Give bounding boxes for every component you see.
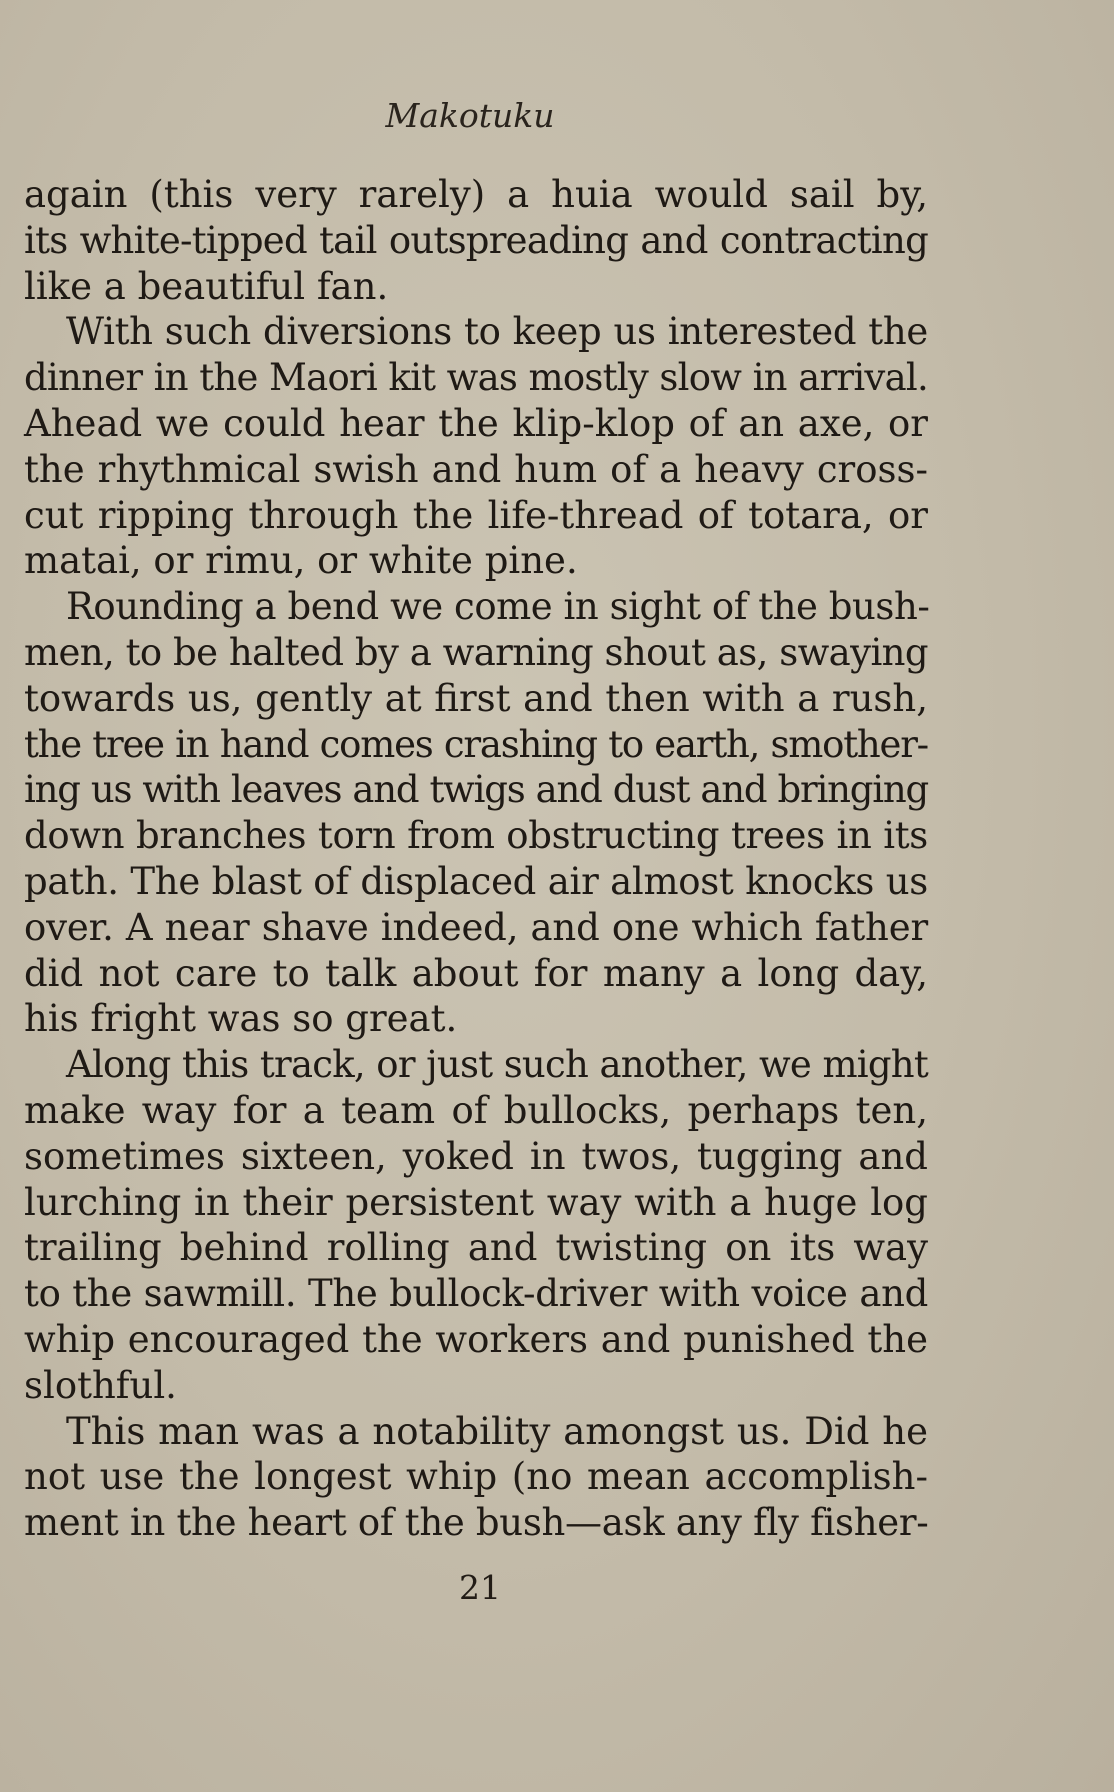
- text-line: like a beautiful fan.: [24, 264, 389, 308]
- text-line: dinner in the Maori kit was mostly slow in arrival.: [24, 356, 928, 400]
- text-line: path. The blast of displaced air almost knocks us: [24, 859, 928, 903]
- text-line: towards us, gently at first and then with a rush,: [24, 676, 928, 720]
- text-line: down branches torn from obstructing trees in its: [24, 814, 928, 858]
- page-number: 21: [459, 1568, 501, 1607]
- text-line: over. A near shave indeed, and one which father: [24, 905, 928, 949]
- text-line: sometimes sixteen, yoked in twos, tugging and: [24, 1134, 928, 1178]
- text-line: make way for a team of bullocks, perhaps ten,: [24, 1088, 928, 1132]
- text-line: his fright was so great.: [24, 997, 458, 1041]
- text-line: Rounding a bend we come in sight of the bush-: [66, 585, 930, 629]
- text-line: not use the longest whip (no mean accomplish-: [24, 1455, 928, 1499]
- text-line: This man was a notability amongst us. Did he: [66, 1409, 928, 1453]
- text-line: its white-tipped tail outspreading and contracting: [24, 218, 928, 262]
- text-line: matai, or rimu, or white pine.: [24, 539, 578, 583]
- text-line: ing us with leaves and twigs and dust and bringing: [24, 768, 928, 812]
- text-line: the tree in hand comes crashing to earth, smother-: [24, 722, 928, 766]
- text-line: the rhythmical swish and hum of a heavy cross-: [24, 447, 928, 491]
- running-head: Makotuku: [385, 96, 555, 135]
- text-line: did not care to talk about for many a long day,: [24, 951, 928, 995]
- text-line: ment in the heart of the bush—ask any fly fisher-: [24, 1501, 929, 1545]
- body-text: [24, 172, 928, 1546]
- text-line: lurching in their persistent way with a huge log: [24, 1180, 928, 1224]
- text-line: cut ripping through the life-thread of totara, or: [24, 493, 928, 537]
- text-line: With such diversions to keep us interested the: [66, 310, 928, 354]
- text-line: Ahead we could hear the klip-klop of an axe, or: [24, 401, 928, 445]
- text-line: whip encouraged the workers and punished the: [24, 1317, 928, 1361]
- text-line: slothful.: [24, 1363, 177, 1407]
- text-line: again (this very rarely) a huia would sail by,: [24, 173, 928, 216]
- text-line: Along this track, or just such another, we might: [66, 1043, 928, 1087]
- text-line: trailing behind rolling and twisting on its way: [24, 1226, 928, 1270]
- text-line: to the sawmill. The bullock-driver with voice and: [24, 1272, 928, 1316]
- text-line: men, to be halted by a warning shout as, swaying: [24, 630, 928, 674]
